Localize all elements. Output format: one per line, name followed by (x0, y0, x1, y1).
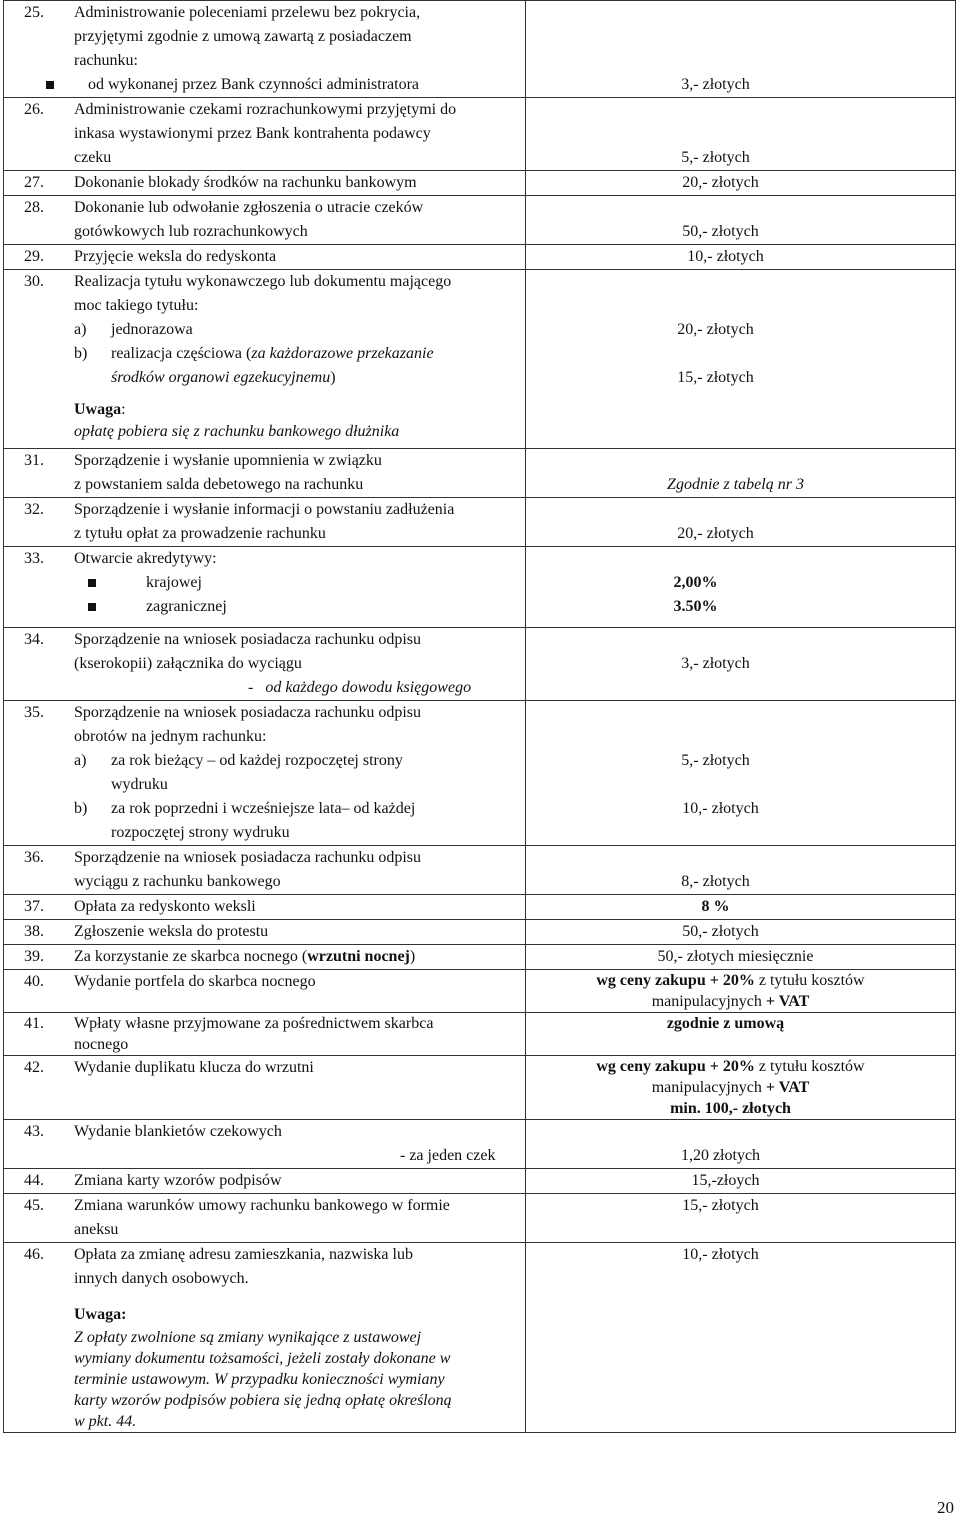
row-text: innych danych osobowych. (74, 1270, 249, 1287)
page-number: 20 (937, 1498, 954, 1517)
row-text: Realizacja tytułu wykonawczego lub dokumentu mającego (74, 273, 452, 290)
list-item: b) realizacja częściowa (za każdorazowe przekazanie środków organowi egzekucyjnemu) (74, 345, 434, 386)
row-text: Sporządzenie i wysłanie upomnienia w związku (74, 452, 382, 469)
table-row (4, 196, 956, 245)
table-row (4, 171, 956, 196)
row-text: aneksu (74, 1221, 119, 1238)
fee-value: wg ceny zakupu + 20% z tytułu kosztów (596, 972, 865, 989)
row-text: gotówkowych lub rozrachunkowych (74, 223, 308, 240)
table-row (4, 98, 956, 171)
fee-value: manipulacyjnych + VAT (651, 1079, 810, 1096)
row-text: przyjętymi zgodnie z umową zawartą z posiadaczem (74, 28, 412, 45)
row-text: Opłata za redyskonto weksli (74, 898, 256, 915)
row-number: 42. (24, 1059, 44, 1076)
row-number: 41. (24, 1015, 44, 1032)
row-text: Sporządzenie i wysłanie informacji o powstaniu zadłużenia (74, 501, 455, 518)
row-text: Otwarcie akredytywy: (74, 550, 217, 567)
row-text: Sporządzenie na wniosek posiadacza rachunku odpisu (74, 631, 421, 648)
fee-value: 20,- złotych (682, 174, 759, 191)
table-row (4, 1056, 956, 1120)
list-item: od wykonanej przez Bank czynności administratora (32, 73, 519, 97)
table-row (4, 1120, 956, 1169)
table-row (4, 628, 956, 701)
row-number: 37. (24, 898, 44, 915)
row-text: Zgłoszenie weksla do protestu (74, 923, 269, 940)
fee-value: 2,00% (673, 574, 718, 591)
fee-value: 3,- złotych (681, 76, 750, 93)
row-text: Za korzystanie ze skarbca nocnego (wrzutni nocnej) (74, 948, 416, 965)
fee-value: manipulacyjnych + VAT (651, 993, 810, 1010)
note-text: Z opłaty zwolnione są zmiany wynikające z ustawowej wymiany dokumentu tożsamości, jeżeli zostały dokonane w terminie ustawowym. W przypadku konieczności wymiany karty wzorów podpisów pobiera się jedną opłatę określoną w pkt. 44. (74, 1329, 452, 1430)
list-item: zagranicznej (74, 595, 519, 619)
row-number: 45. (24, 1197, 44, 1214)
table-row (4, 970, 956, 1013)
row-number: 38. (24, 923, 44, 940)
fee-value: 50,- złotych (682, 923, 759, 940)
fee-value: 20,- złotych (677, 525, 754, 542)
row-number: 33. (24, 550, 44, 567)
row-number: 39. (24, 948, 44, 965)
row-number: 46. (24, 1246, 44, 1263)
row-number: 32. (24, 501, 44, 518)
row-text: inkasa wystawionymi przez Bank kontrahenta podawcy (74, 125, 431, 142)
row-number: 30. (24, 273, 44, 290)
table-row (4, 920, 956, 945)
row-number: 29. (24, 248, 44, 265)
fee-value: 10,- złotych (687, 248, 764, 265)
fee-value: 10,- złotych (682, 800, 759, 817)
fee-value: 3.50% (673, 598, 718, 615)
row-number: 36. (24, 849, 44, 866)
list-item: b) za rok poprzedni i wcześniejsze lata– od każdej rozpoczętej strony wydruku (74, 800, 416, 841)
table-row (4, 895, 956, 920)
table-row (4, 1169, 956, 1194)
fee-table (3, 0, 956, 1433)
row-number: 43. (24, 1123, 44, 1140)
row-text: Wydanie duplikatu klucza do wrzutni (74, 1059, 314, 1076)
note-text: opłatę pobiera się z rachunku bankowego dłużnika (74, 423, 400, 440)
row-number: 28. (24, 199, 44, 216)
table-row (4, 245, 956, 270)
row-text: Sporządzenie na wniosek posiadacza rachunku odpisu (74, 704, 421, 721)
table-row (4, 1013, 956, 1056)
row-text: Dokonanie blokady środków na rachunku bankowym (74, 174, 417, 191)
row-number: 34. (24, 631, 44, 648)
fee-value: Zgodnie z tabelą nr 3 (667, 476, 804, 493)
table-row (4, 1, 956, 98)
row-number: 40. (24, 973, 44, 990)
row-text: Przyjęcie weksla do redyskonta (74, 248, 277, 265)
row-number: 26. (24, 101, 44, 118)
table-row (4, 701, 956, 846)
fee-value: 8,- złotych (681, 873, 750, 890)
fee-value: 5,- złotych (681, 149, 750, 166)
list-item: krajowej (74, 571, 519, 595)
row-number: 27. (24, 174, 44, 191)
list-item: a) jednorazowa (74, 321, 193, 338)
row-number: 35. (24, 704, 44, 721)
fee-value: 5,- złotych (681, 752, 750, 769)
row-text: - za jeden czek (400, 1147, 496, 1164)
fee-value: 10,- złotych (682, 1246, 759, 1263)
row-number: 31. (24, 452, 44, 469)
row-text: Wpłaty własne przyjmowane za pośrednictwem skarbca (74, 1015, 434, 1032)
row-text: czeku (74, 149, 112, 166)
row-text: Dokonanie lub odwołanie zgłoszenia o utracie czeków (74, 199, 424, 216)
fee-value: 50,- złotych miesięcznie (657, 948, 814, 965)
row-number: 44. (24, 1172, 44, 1189)
row-text: Wydanie blankietów czekowych (74, 1123, 282, 1140)
row-text: Administrowanie poleceniami przelewu bez pokrycia, (74, 4, 421, 21)
table-row (4, 547, 956, 628)
table-row (4, 1194, 956, 1243)
fee-value: 8 % (701, 898, 730, 915)
fee-value: 3,- złotych (681, 655, 750, 672)
row-text: z powstaniem salda debetowego na rachunku (74, 476, 364, 493)
row-text: obrotów na jednym rachunku: (74, 728, 267, 745)
table-row (4, 1243, 956, 1433)
list-item: a) za rok bieżący – od każdej rozpoczętej strony wydruku (74, 752, 403, 793)
fee-value: 20,- złotych (677, 321, 754, 338)
row-text: Wydanie portfela do skarbca nocnego (74, 973, 316, 990)
table-row (4, 846, 956, 895)
row-text: nocnego (74, 1036, 129, 1053)
row-text: Opłata za zmianę adresu zamieszkania, nazwiska lub (74, 1246, 413, 1263)
row-text: - od każdego dowodu księgowego (248, 679, 472, 696)
row-text: Zmiana warunków umowy rachunku bankowego w formie (74, 1197, 450, 1214)
fee-value: 15,- złotych (677, 369, 754, 386)
row-number: 25. (24, 4, 44, 21)
row-text: (kserokopii) załącznika do wyciągu (74, 655, 302, 672)
row-text: wyciągu z rachunku bankowego (74, 873, 281, 890)
row-text: Zmiana karty wzorów podpisów (74, 1172, 282, 1189)
row-text: Administrowanie czekami rozrachunkowymi przyjętymi do (74, 101, 457, 118)
fee-value: 50,- złotych (682, 223, 759, 240)
note-heading: Uwaga: (74, 1306, 127, 1323)
row-text: z tytułu opłat za prowadzenie rachunku (74, 525, 326, 542)
fee-value: 15,- złotych (682, 1197, 759, 1214)
fee-value: min. 100,- złotych (670, 1100, 791, 1117)
table-row (4, 945, 956, 970)
row-text: moc takiego tytułu: (74, 297, 199, 314)
note-heading: Uwaga: (74, 401, 126, 418)
fee-value: zgodnie z umową (666, 1015, 785, 1032)
fee-value: 1,20 złotych (680, 1147, 761, 1164)
fee-value: wg ceny zakupu + 20% z tytułu kosztów (596, 1058, 865, 1075)
table-row (4, 498, 956, 547)
row-text: Sporządzenie na wniosek posiadacza rachunku odpisu (74, 849, 421, 866)
row-text: rachunku: (74, 52, 138, 69)
fee-value: 15,-złoych (691, 1172, 760, 1189)
table-row (4, 270, 956, 449)
table-row (4, 449, 956, 498)
